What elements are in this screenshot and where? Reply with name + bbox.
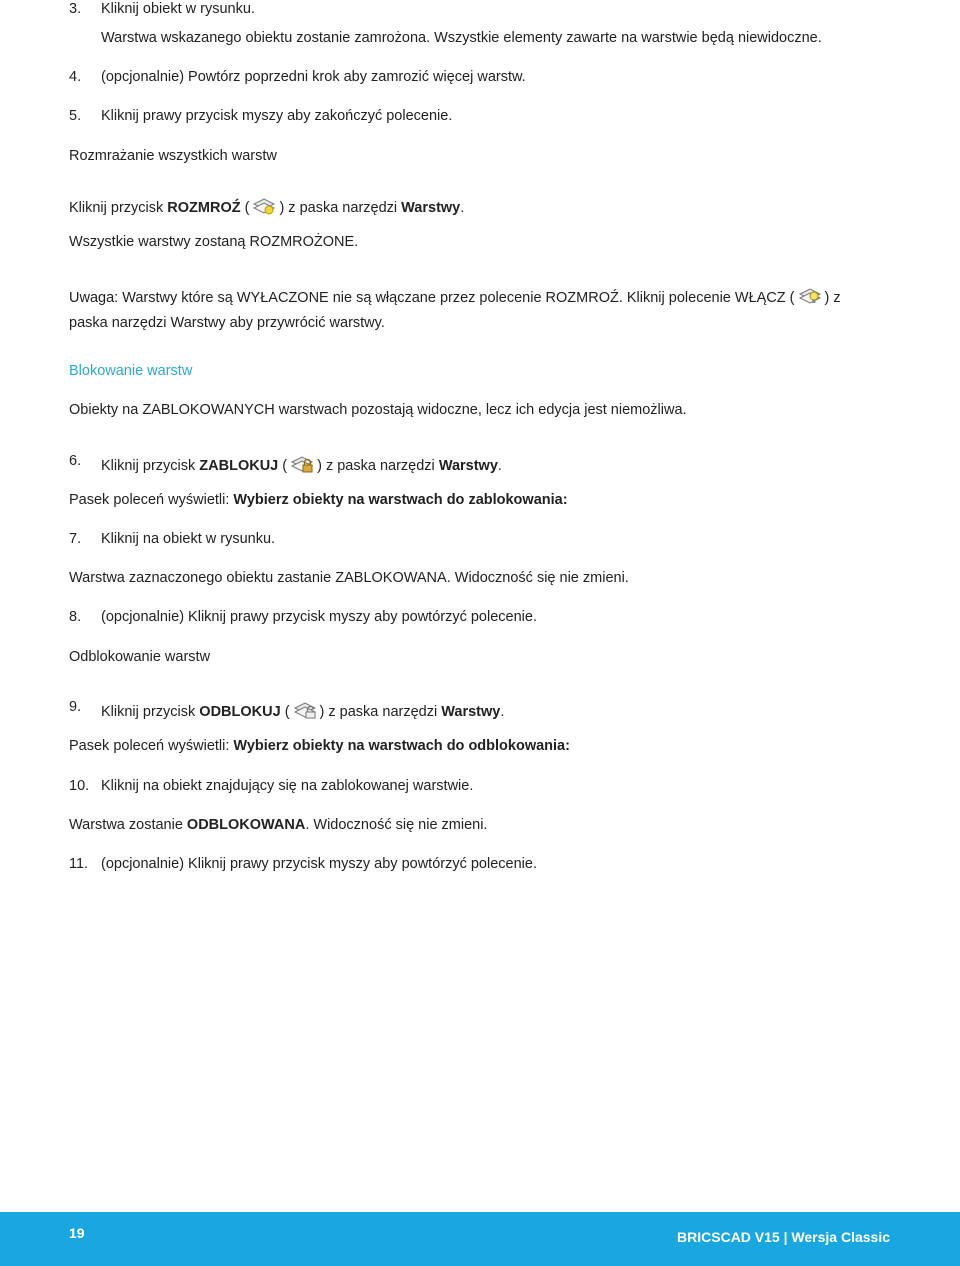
lock-result: Warstwa zaznaczonego obiektu zastanie ZABLOKOWANA. Widoczność się nie zmieni.	[69, 570, 629, 586]
lock-intro: Obiekty na ZABLOKOWANYCH warstwach pozostają widoczne, lecz ich edycja jest niemożliwa.	[69, 402, 687, 418]
step-9-text: Kliknij przycisk ODBLOKUJ ( ) z paska narzędzi Warstwy.	[101, 698, 504, 722]
layers-thaw-icon	[251, 194, 277, 218]
unlock-prompt: Pasek poleceń wyświetli: Wybierz obiekty na warstwach do odblokowania:	[69, 738, 570, 754]
step-4-number: 4.	[69, 69, 82, 85]
layers-unlock-icon	[292, 698, 318, 722]
lock-heading: Blokowanie warstw	[69, 363, 193, 379]
thaw-note-line-2: paska narzędzi Warstwy aby przywrócić warstwy.	[69, 315, 385, 331]
step-11-text: (opcjonalnie) Kliknij prawy przycisk myszy aby powtórzyć polecenie.	[101, 856, 537, 872]
layers-on-icon	[797, 284, 823, 308]
page-number: 19	[69, 1225, 85, 1241]
step-11-number: 11.	[69, 856, 89, 872]
step-5-number: 5.	[69, 108, 82, 124]
step-7-text: Kliknij na obiekt w rysunku.	[101, 531, 276, 547]
step-3-number: 3.	[69, 1, 82, 17]
step-5-text: Kliknij prawy przycisk myszy aby zakończyć polecenie.	[101, 108, 453, 124]
thaw-instruction: Kliknij przycisk ROZMROŹ ( ) z paska narzędzi Warstwy.	[69, 194, 464, 218]
thaw-result: Wszystkie warstwy zostaną ROZMROŻONE.	[69, 234, 359, 250]
thaw-heading: Rozmrażanie wszystkich warstw	[69, 148, 277, 164]
step-7-number: 7.	[69, 531, 82, 547]
step-10-text: Kliknij na obiekt znajdujący się na zablokowanej warstwie.	[101, 778, 474, 794]
unlock-heading: Odblokowanie warstw	[69, 649, 211, 665]
layers-lock-icon	[289, 452, 315, 476]
step-3-note: Warstwa wskazanego obiektu zostanie zamrożona. Wszystkie elementy zawarte na warstwie będą niewidoczne.	[101, 30, 822, 46]
step-6-number: 6.	[69, 453, 82, 469]
thaw-note-line-1: Uwaga: Warstwy które są WYŁACZONE nie są włączane przez polecenie ROZMROŹ. Kliknij polecenie WŁĄCZ ( ) z	[69, 284, 841, 308]
step-8-number: 8.	[69, 609, 82, 625]
step-4-text: (opcjonalnie) Powtórz poprzedni krok aby zamrozić więcej warstw.	[101, 69, 526, 85]
step-8-text: (opcjonalnie) Kliknij prawy przycisk myszy aby powtórzyć polecenie.	[101, 609, 537, 625]
step-6-text: Kliknij przycisk ZABLOKUJ ( ) z paska narzędzi Warstwy.	[101, 452, 502, 476]
step-10-number: 10.	[69, 778, 90, 794]
step-3-text: Kliknij obiekt w rysunku.	[101, 1, 255, 17]
unlock-result: Warstwa zostanie ODBLOKOWANA. Widoczność się nie zmieni.	[69, 817, 488, 833]
lock-prompt: Pasek poleceń wyświetli: Wybierz obiekty na warstwach do zablokowania:	[69, 492, 568, 508]
footer-brand: BRICSCAD V15 | Wersja Classic	[677, 1229, 890, 1245]
step-9-number: 9.	[69, 699, 82, 715]
